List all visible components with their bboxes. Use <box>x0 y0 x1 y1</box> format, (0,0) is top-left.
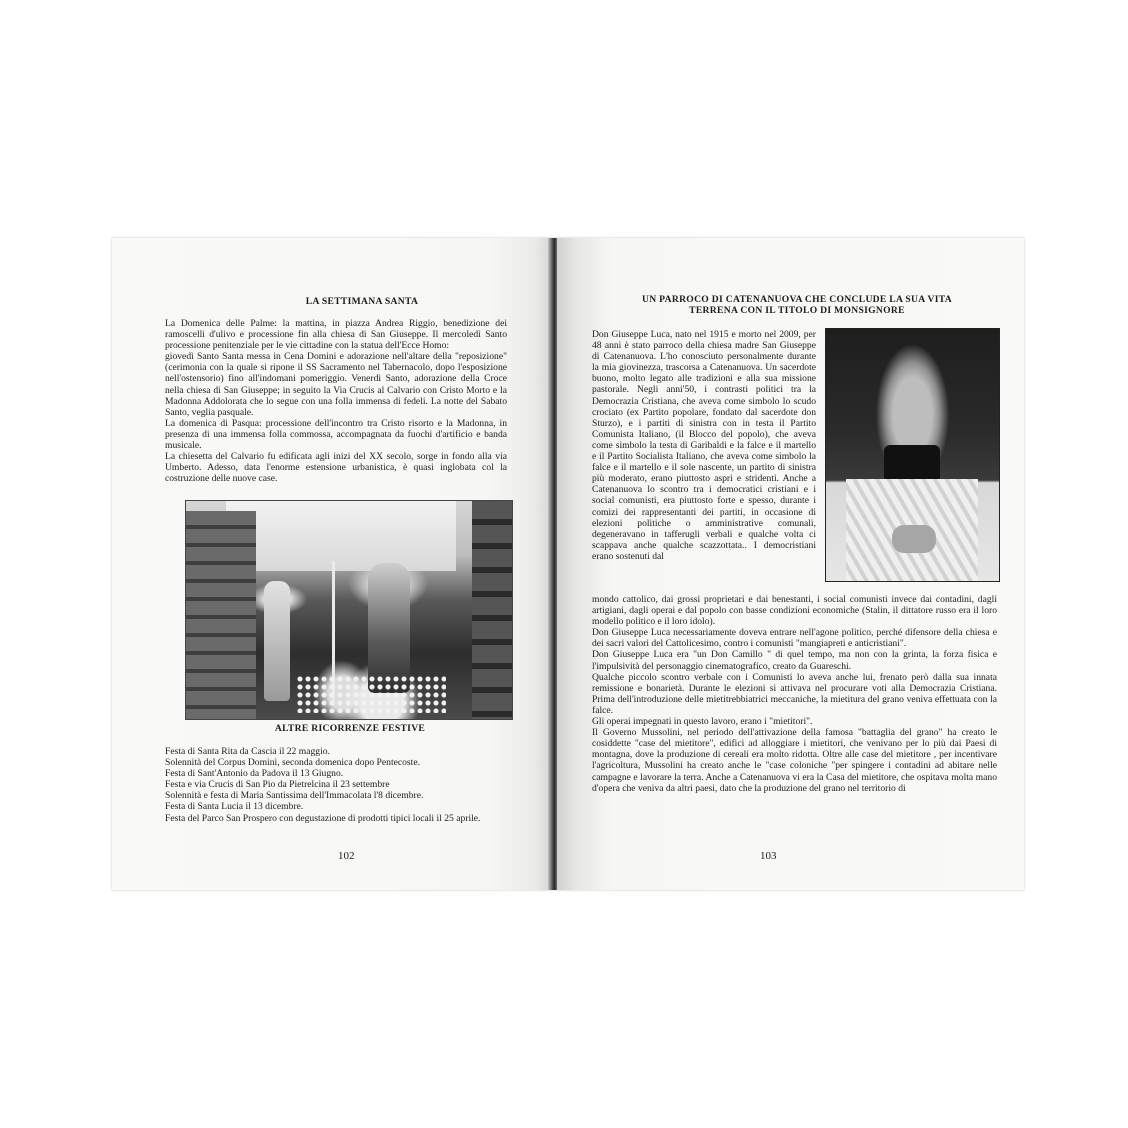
title-line: UN PARROCO DI CATENANUOVA CHE CONCLUDE LA SUA VITA <box>642 294 952 305</box>
paragraph: La chiesetta del Calvario fu edificata agli inizi del XX secolo, sorge in fondo alla via Umberto. Adesso, data l'enorme estensione urbanistica, è quasi inglobata col la costruzione delle nuove case. <box>165 451 507 485</box>
procession-photo <box>185 500 513 720</box>
page-102 <box>112 238 550 890</box>
photo-sky <box>226 501 456 571</box>
title-line: TERRENA CON IL TITOLO DI MONSIGNORE <box>689 305 905 316</box>
book-spread <box>112 238 1024 890</box>
paragraph: Il Governo Mussolini, nel periodo dell'attivazione della famosa "battaglia del grano" ha creato le cosiddette "case del mietitore", edifici ad alloggiare i mietitori, che venivano per lo più dai Paesi di montagna, dove la produzione di cereali era molto ridotta. Oltre alle case del mietitore , per incentivare l'agricoltura, Mussolini ha creato anche le "case coloniche "per spingere i contadini ad abitare nelle campagne e lavorare la terra. Anche a Catenanuova vi era la Casa del mietitore, che ospitava molta mano d'opera che veniva da altri paesi, dato che la produzione del grano nel territorio di <box>592 727 997 794</box>
paragraph: Gli operai impegnati in questo lavoro, erano i "mietitori". <box>592 716 813 728</box>
page-number: 103 <box>760 850 777 862</box>
wrapped-paragraph: Don Giuseppe Luca, nato nel 1915 e morto nel 2009, per 48 anni è stato parroco della chiesa madre San Giuseppe di Catenanuova. L'ho conosciuto personalmente durante la mia giovinezza, trascorsa a Catenanuova. Un sacerdote buono, molto legato alle tradizioni e alla sua missione pastorale. Negli anni'50, i contrasti politici tra la Democrazia Cristiana, che aveva come simbolo lo scudo crociato (ex Partito popolare, fondato dal sacerdote don Sturzo), e i partiti di sinistra con in testa il Partito Comunista Italiano, (il Blocco del popolo), che aveva come simbolo la testa di Garibaldi e la falce e il martello e il Partito Socialista Italiano, che aveva come simbolo la falce e il martello e il sole nascente, un partito di sinistra più moderato, erano piuttosto aspri e stridenti. Anche a Catenanuova lo scontro tra i democratici cristiani e i social comunisti, era piuttosto forte e spesso, durante i comizi dei rappresentanti dei partiti, in occasione di elezioni politiche o amministrative comunali, degeneravano in tafferugli verbali e qualche volta ci scappava anche qualche scazzottata.. I democristiani erano sostenuti dal <box>592 329 816 562</box>
paragraph: Don Giuseppe Luca necessariamente doveva entrare nell'agone politico, perché difensore della chiesa e dei sacri valori del Cattolicesimo, contro i comunisti "mangiapreti e anticristiani". <box>592 627 997 650</box>
list-item: Festa e via Crucis di San Pio da Pietrelcina il 23 settembre <box>165 779 390 791</box>
photo-building <box>472 501 512 719</box>
body-text <box>592 594 997 794</box>
list-item: Solennità e festa di Maria Santissima dell'Immacolata l'8 dicembre. <box>165 790 424 802</box>
paragraph: Qualche piccolo scontro verbale con i Comunisti lo aveva anche lui, frenato però dalla sua innata remissione e bonarietà. Durante le elezioni si attivava nel procurare voti alla Democrazia Cristiana. Prima dell'introduzione delle mietitrebbiatrici meccaniche, la mietitura del grano veniva effettuata con la falce. <box>592 671 997 716</box>
page-103 <box>557 238 1024 890</box>
list-item: Festa di Santa Rita da Cascia il 22 maggio. <box>165 746 330 757</box>
page-title: LA SETTIMANA SANTA <box>305 296 419 307</box>
priest-portrait-photo <box>825 328 1000 582</box>
page-number: 102 <box>338 850 355 862</box>
photo-hands <box>892 525 936 553</box>
photo-statue-christ <box>264 581 290 701</box>
photo-building <box>186 511 256 719</box>
paragraph: giovedì Santo Santa messa in Cena Domini e adorazione nell'altare della "reposizione" (cerimonia con la quale si ripone il SS Sacramento nel Tabernacolo, dopo l'esposizione nell'ostensorio) fino all'indomani pomeriggio. Venerdì Santo, adorazione della Croce nella chiesa di San Giuseppe; in seguito la Via Crucis al Calvario con Cristo Morto e la Madonna Addolorata che lo segue con una folla immensa di fedeli. La notte del Sabato Santo, veglia pasquale. <box>165 351 507 418</box>
section-subtitle: ALTRE RICORRENZE FESTIVE <box>274 723 426 734</box>
list-item: Festa di Santa Lucia il 13 dicembre. <box>165 801 304 813</box>
paragraph: La domenica di Pasqua: processione dell'incontro tra Cristo risorto e la Madonna, in presenza di una immensa folla commossa, accompagnata da fuochi d'artificio e banda musicale. <box>165 417 507 452</box>
events-list <box>165 746 535 824</box>
body-text <box>165 318 507 484</box>
paragraph: Don Giuseppe Luca era "un Don Camillo " di quel tempo, ma non con la grinta, la forza fisica e l'impulsività del personaggio cinematografico, creato da Guareschi. <box>592 649 997 672</box>
list-item: Festa di Sant'Antonio da Padova il 13 Giugno. <box>165 768 344 780</box>
paragraph: mondo cattolico, dai grossi proprietari e dai benestanti, i social comunisti invece dai contadini, dagli artigiani, dagli operai e dal popolo con basse condizioni economiche (Stalin, il dittatore russo era il loro modello politico e il loro idolo). <box>592 594 997 628</box>
page-title <box>582 294 1012 316</box>
list-item: Festa del Parco San Prospero con degustazione di prodotti tipici locali il 25 aprile. <box>165 812 481 824</box>
paragraph: La Domenica delle Palme: la mattina, in piazza Andrea Riggio, benedizione dei ramoscelli d'ulivo e processione fin alla chiesa di San Giuseppe. Il mercoledì Santo processione penitenziale per le vie cittadine con la statua dell'Ecce Homo: <box>165 318 507 352</box>
list-item: Solennità del Corpus Domini, seconda domenica dopo Pentecoste. <box>165 757 420 769</box>
photo-statue-madonna <box>368 563 410 693</box>
photo-flowers <box>296 675 446 713</box>
photo-collar <box>884 445 940 483</box>
